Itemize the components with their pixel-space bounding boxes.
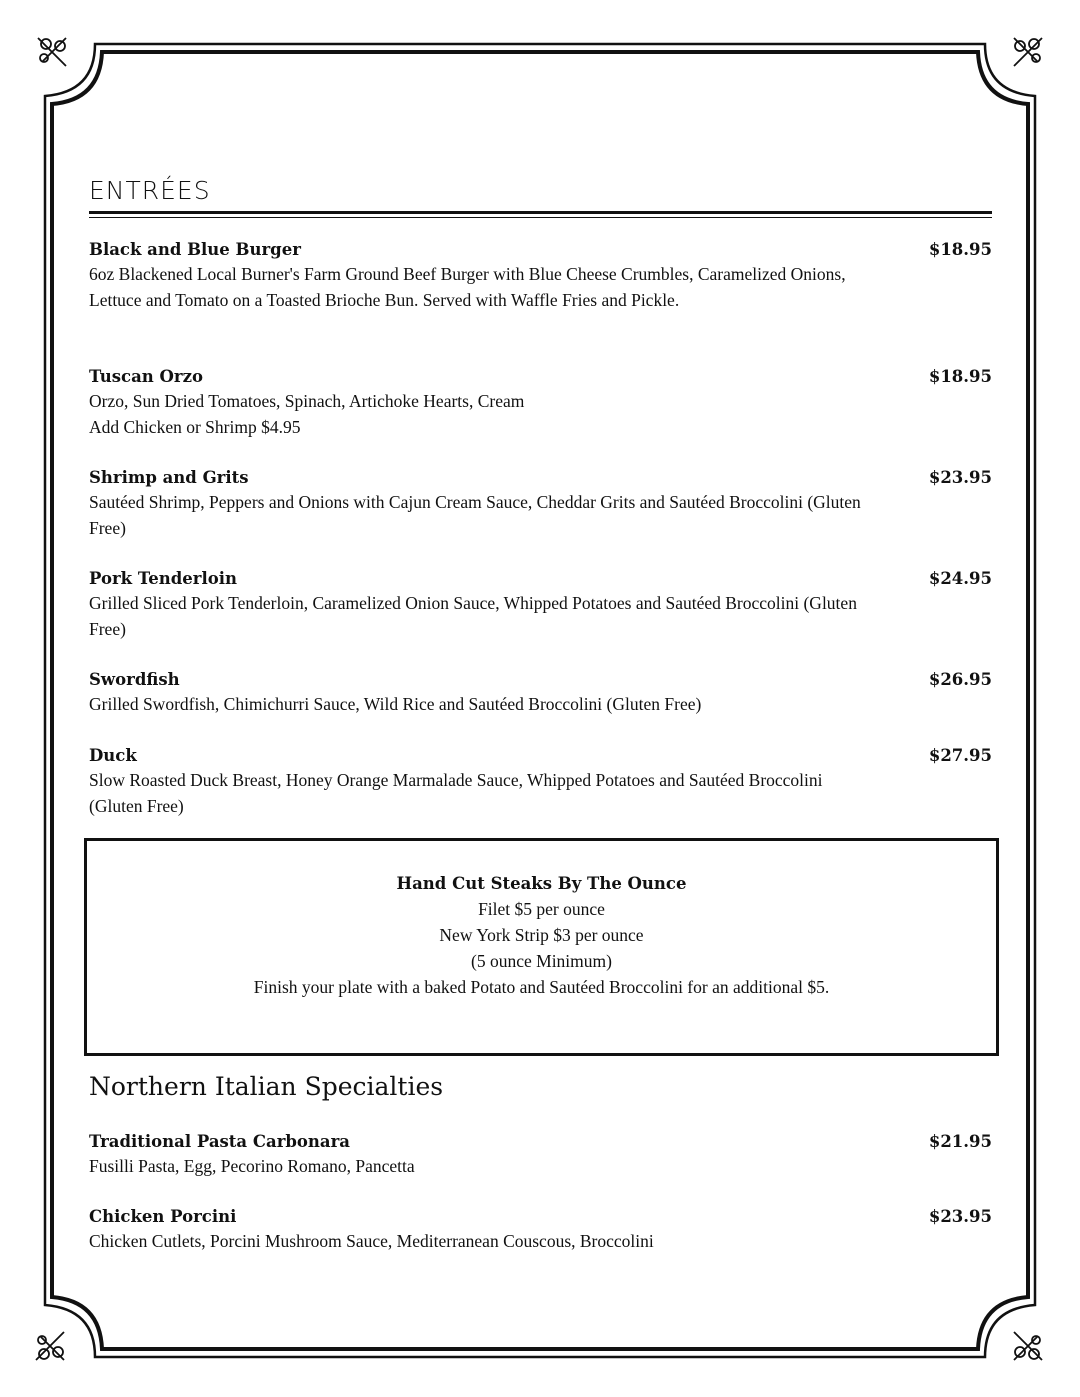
item-name: Swordfish (89, 670, 180, 689)
steak-box-line: (5 ounce Minimum) (471, 951, 612, 971)
item-price: $21.95 (928, 1132, 992, 1151)
section-title-entrees: ENTRÉES (89, 176, 211, 205)
item-description: 6oz Blackened Local Burner's Farm Ground Beef Burger with Blue Cheese Crumbles, Caramelized Onions, Lettuce and Tomato on a Toasted Brioche Bun. Served with Waffle Fries and Pickle. (89, 264, 846, 310)
item-name: Pork Tenderloin (89, 569, 237, 588)
menu-item (89, 743, 992, 819)
item-name: Shrimp and Grits (89, 468, 249, 487)
section-title-northern-italian: Northern Italian Specialties (89, 1072, 444, 1101)
menu-item (89, 465, 992, 541)
item-name: Tuscan Orzo (89, 367, 203, 386)
item-price: $26.95 (928, 670, 992, 689)
item-price: $24.95 (928, 569, 992, 588)
menu-item (89, 364, 992, 440)
item-name: Black and Blue Burger (89, 240, 301, 259)
item-description: Grilled Swordfish, Chimichurri Sauce, Wild Rice and Sautéed Broccolini (Gluten Free) (89, 694, 702, 714)
item-description: Chicken Cutlets, Porcini Mushroom Sauce, Mediterranean Couscous, Broccolini (89, 1231, 654, 1251)
item-description: Slow Roasted Duck Breast, Honey Orange Marmalade Sauce, Whipped Potatoes and Sautéed Broccolini (Gluten Free) (89, 770, 823, 816)
menu-item (89, 566, 992, 642)
item-name: Duck (89, 746, 137, 765)
steak-box-title: Hand Cut Steaks By The Ounce (396, 874, 687, 893)
item-description: Grilled Sliced Pork Tenderloin, Caramelized Onion Sauce, Whipped Potatoes and Sautéed Broccolini (Gluten Free) (89, 593, 857, 639)
item-price: $18.95 (928, 240, 992, 259)
item-description: Fusilli Pasta, Egg, Pecorino Romano, Pancetta (89, 1156, 415, 1176)
item-name: Chicken Porcini (89, 1207, 237, 1226)
section-divider (89, 211, 992, 214)
item-price: $23.95 (928, 468, 992, 487)
steak-box-line: Finish your plate with a baked Potato and Sautéed Broccolini for an additional $5. (253, 977, 830, 997)
item-price: $27.95 (928, 746, 992, 765)
section-divider-thin (89, 217, 992, 218)
menu-item (89, 1204, 992, 1255)
steak-box-line: Filet $5 per ounce (478, 899, 605, 919)
item-name: Traditional Pasta Carbonara (89, 1132, 350, 1151)
menu-item (89, 237, 992, 313)
steak-callout-box (84, 838, 999, 1056)
item-price: $23.95 (928, 1207, 992, 1226)
item-description: Orzo, Sun Dried Tomatoes, Spinach, Artichoke Hearts, Cream Add Chicken or Shrimp $4.95 (89, 391, 525, 437)
item-description: Sautéed Shrimp, Peppers and Onions with Cajun Cream Sauce, Cheddar Grits and Sautéed Broccolini (Gluten Free) (89, 492, 861, 538)
menu-item (89, 667, 992, 718)
menu-item (89, 1129, 992, 1180)
steak-box-line: New York Strip $3 per ounce (439, 925, 644, 945)
item-price: $18.95 (928, 367, 992, 386)
